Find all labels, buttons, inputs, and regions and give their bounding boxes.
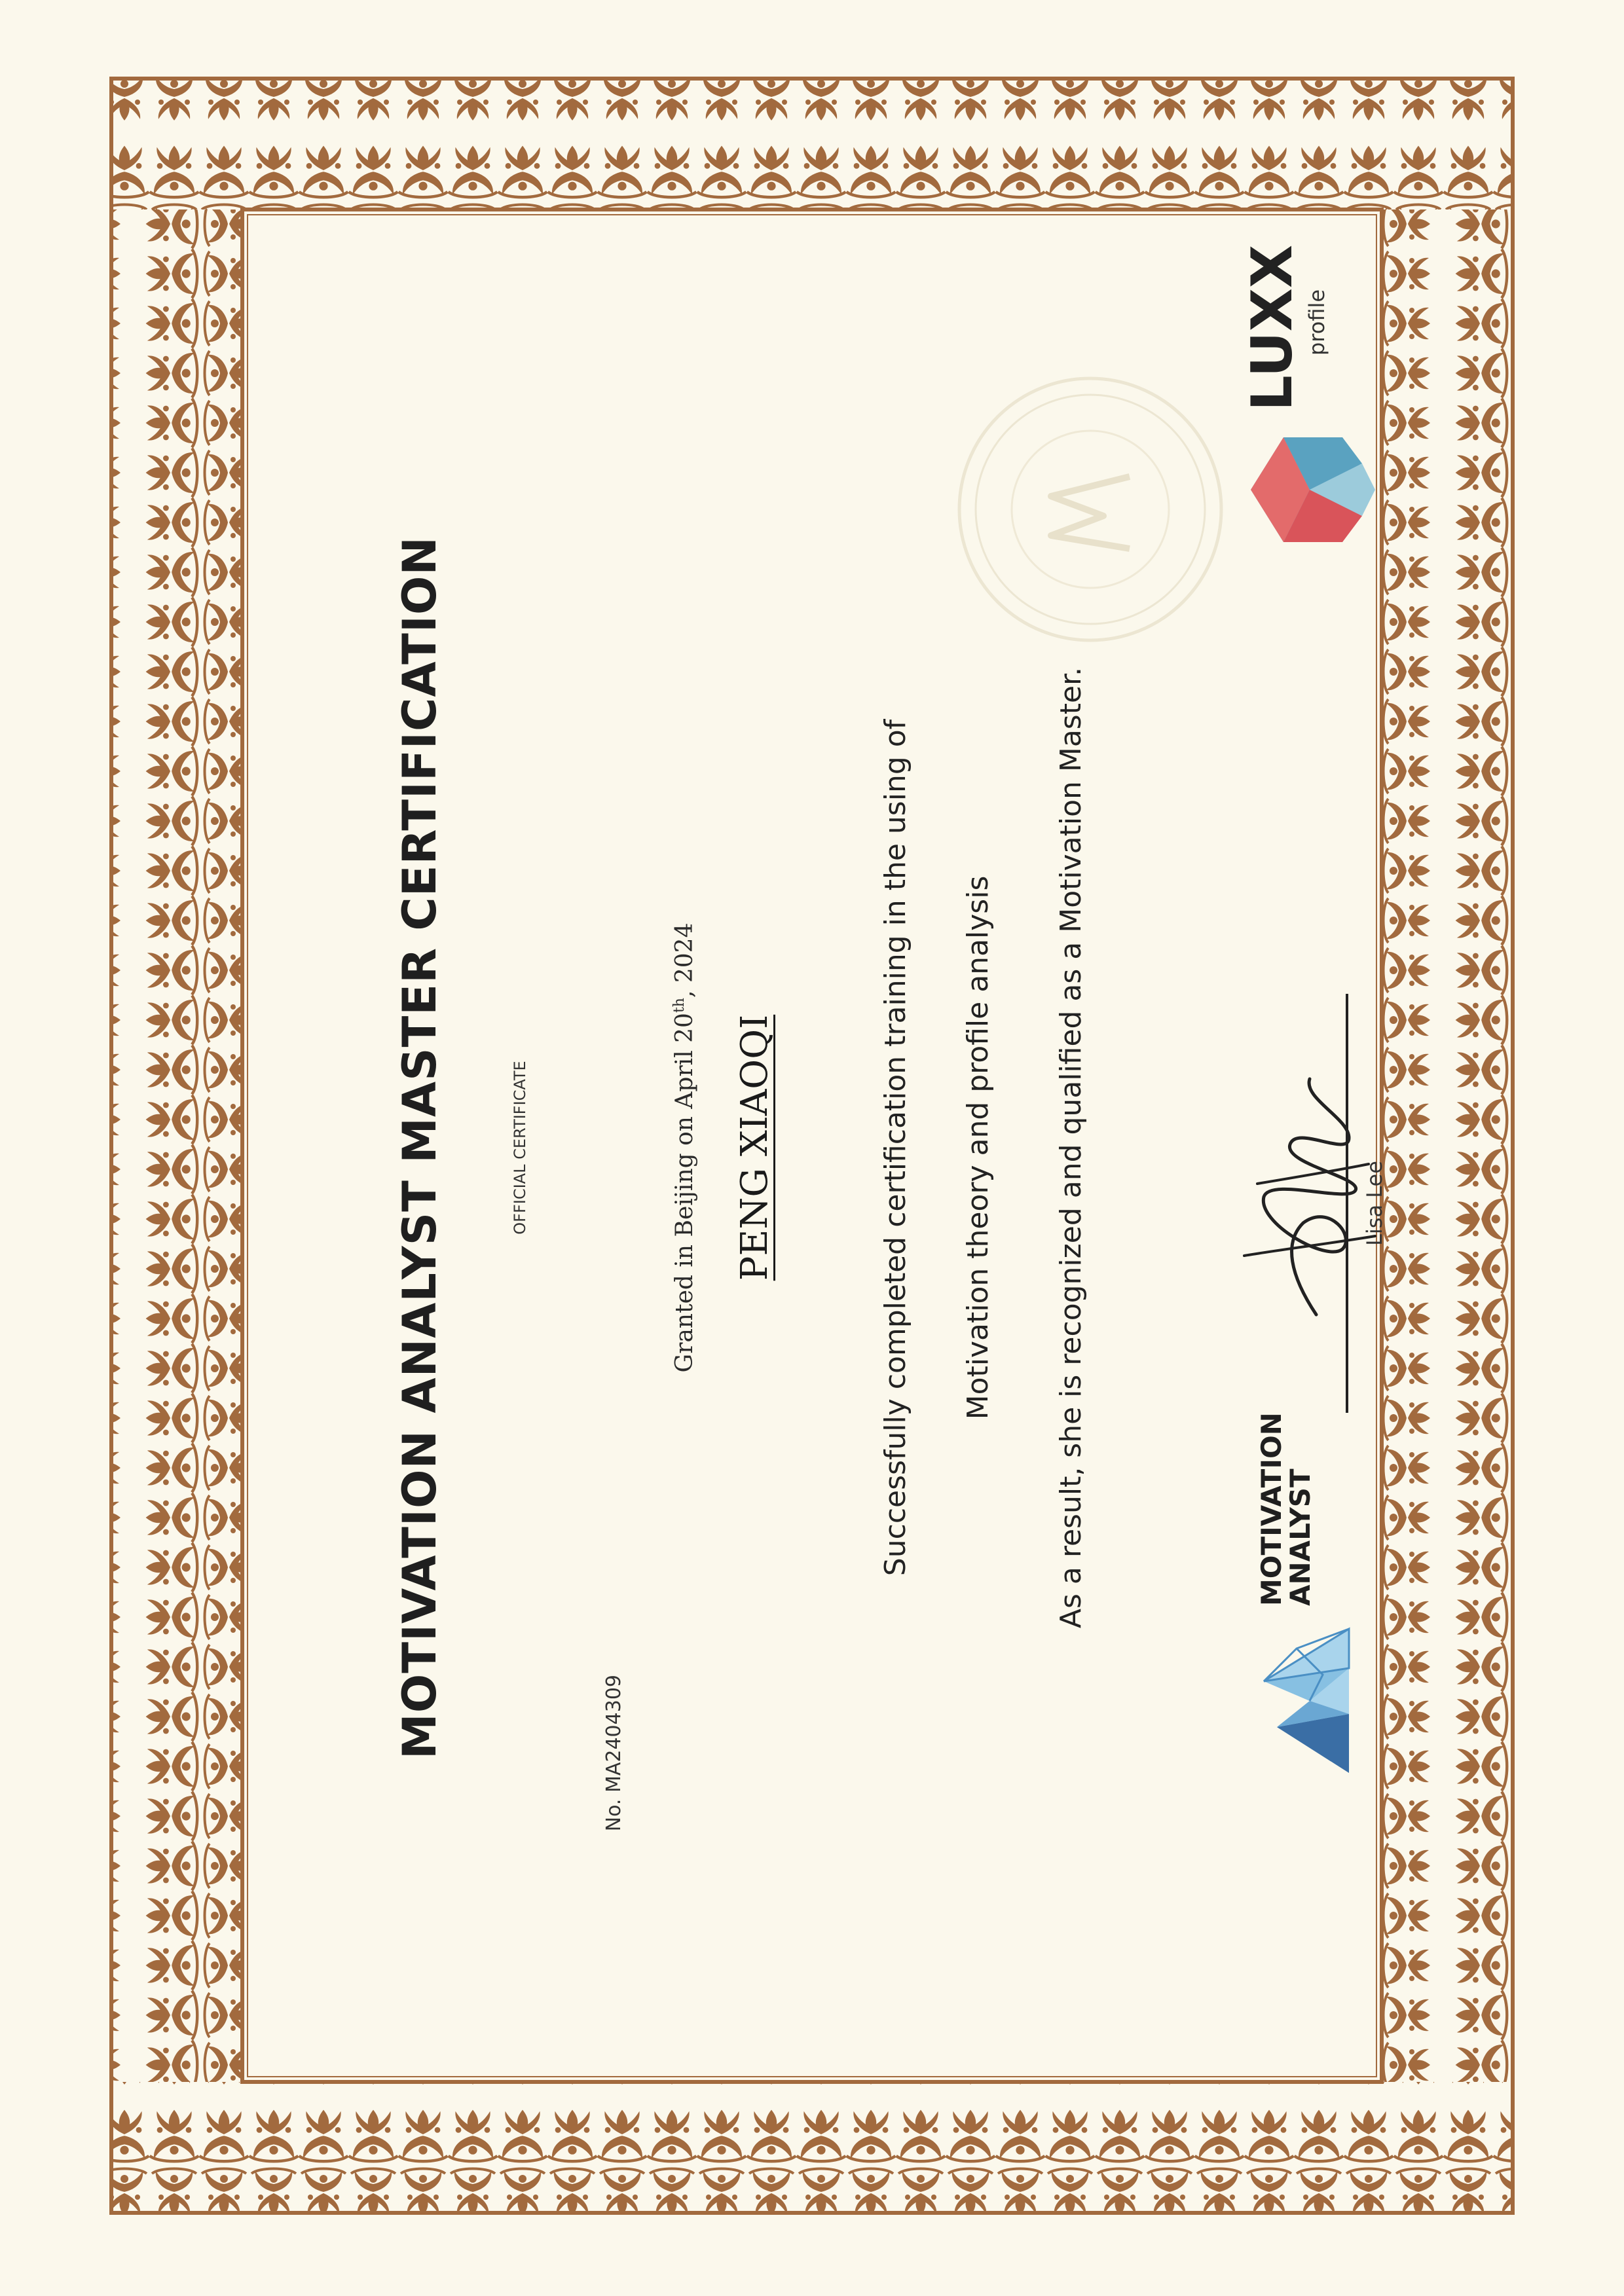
certificate-number: No. MA2404309: [602, 1675, 625, 1832]
luxx-wordmark-sub: profile: [1304, 289, 1329, 355]
granted-ordinal: th: [671, 998, 688, 1013]
signature-line: [1346, 994, 1348, 1413]
recipient-name: [733, 123, 776, 2172]
body-line-3: As a result, she is recognized and qualified as a Motivation Master.: [1054, 666, 1088, 1629]
motivation-analyst-logo-icon: [1238, 1622, 1369, 1779]
body-line-2: Motivation theory and profile analysis: [961, 875, 995, 1420]
wordmark-line-2: ANALYST: [1284, 1468, 1317, 1606]
granted-line: [671, 123, 698, 2172]
certificate-content: [131, 123, 1493, 2172]
embossed-seal-icon: [953, 372, 1228, 647]
granted-prefix: Granted in Beijing on April 20: [671, 1013, 698, 1373]
motivation-analyst-wordmark: [1257, 1412, 1315, 1606]
recipient-name-text: PENG XIAOQI: [733, 1014, 776, 1281]
luxx-wordmark: LUXX: [1240, 244, 1305, 411]
granted-suffix: , 2024: [671, 922, 698, 998]
body-line-1: Successfully completed certification training in the using of: [879, 719, 912, 1576]
certificate-subtitle: OFFICIAL CERTIFICATE: [511, 1061, 529, 1235]
signer-name: Lisa Lee: [1362, 1161, 1387, 1246]
luxx-gem-logo-icon: [1244, 424, 1382, 555]
wordmark-line-1: MOTIVATION: [1255, 1412, 1287, 1606]
certificate-title: MOTIVATION ANALYST MASTER CERTIFICATION: [393, 536, 447, 1759]
